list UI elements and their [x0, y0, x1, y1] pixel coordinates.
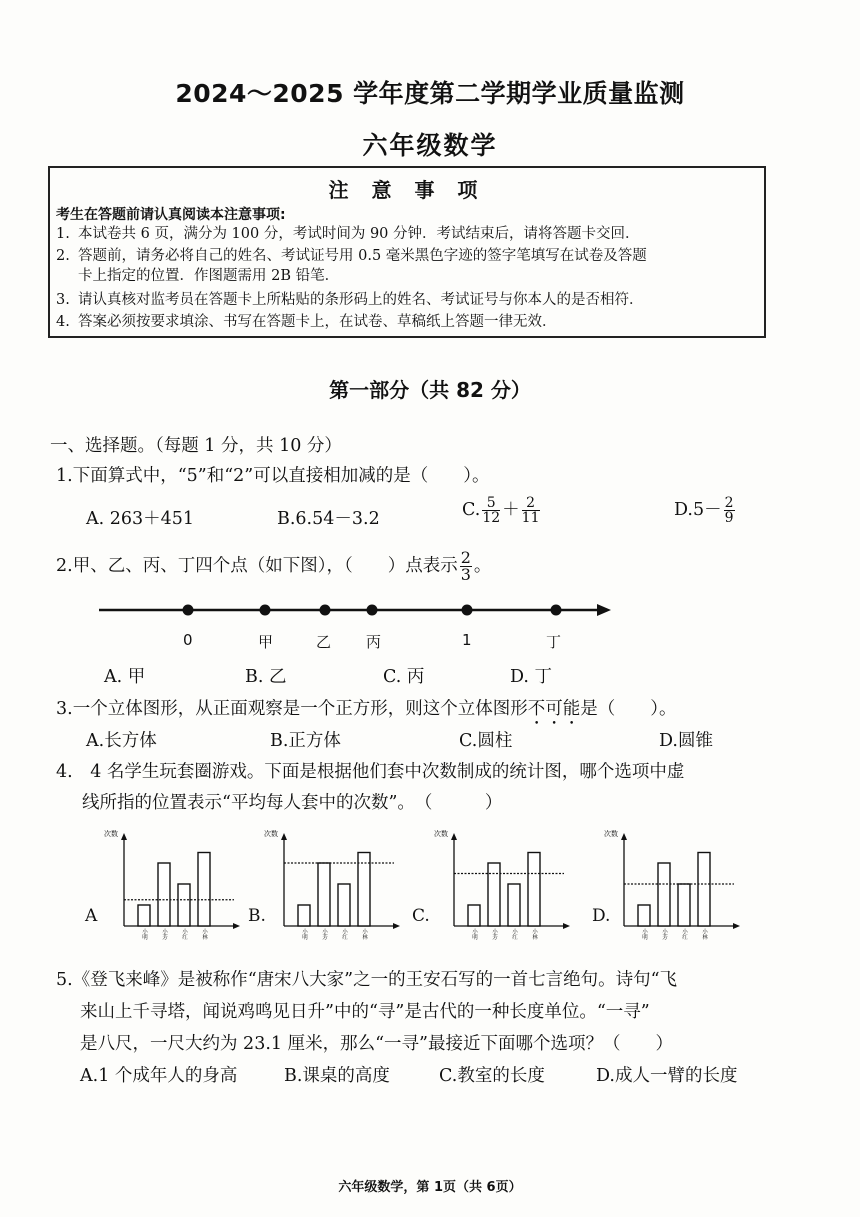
x-tick-label: 小红: [341, 928, 347, 940]
notice-item-1: [56, 224, 761, 244]
x-axis-arrow: [733, 923, 740, 929]
question-2-stem: [56, 550, 491, 583]
notice-item-text: 答案必须按要求填涂、书写在答题卡上，在试卷、草稿纸上答题一律无效．: [78, 314, 557, 330]
notice-item-text: 本试卷共 6 页，满分为 100 分，考试时间为 90 分钟．考试结束后，请将答题卡交回．: [78, 226, 640, 242]
bar-chart-d: [604, 828, 742, 946]
number-line: [95, 598, 615, 622]
q3-option-c: C.圆柱: [459, 731, 513, 751]
q2-option-c: C. 丙: [383, 667, 425, 687]
x-tick-label: 小林: [361, 928, 367, 940]
y-axis-label: 次数: [434, 830, 448, 838]
bar: [658, 863, 670, 926]
notice-item-number: 1.: [56, 226, 70, 242]
y-axis-arrow: [451, 833, 457, 840]
point-yi: [320, 605, 331, 616]
fraction-numerator: 2: [724, 495, 734, 511]
x-axis-arrow: [393, 923, 400, 929]
bar: [678, 884, 690, 926]
bar-chart-c: [434, 828, 572, 946]
number-line-label-1: 1: [462, 631, 472, 649]
number-line-label-ding: 丁: [546, 633, 562, 651]
x-tick-label: 小明: [641, 928, 647, 940]
notice-heading: 注 意 事 项: [328, 178, 486, 202]
notice-item-text: 答题前，请务必将自己的姓名、考试证号用 0.5 毫米黑色字迹的签字笔填写在试卷及答题: [78, 248, 647, 264]
fraction: [724, 496, 735, 525]
q5-option-c: C.教室的长度: [439, 1066, 545, 1086]
q1-option-a: A. 263＋451: [86, 509, 195, 529]
bar: [638, 905, 650, 926]
x-axis-arrow: [563, 923, 570, 929]
part-title: 第一部分（共 82 分）: [329, 378, 531, 402]
section-heading: 一、选择题。（每题 1 分，共 10 分）: [50, 436, 342, 456]
bar-chart-b: [264, 828, 402, 946]
question-5-line-2: 来山上千寻塔，闻说鸡鸣见日升”中的“寻”是古代的一种长度单位。“一寻”: [80, 1002, 650, 1022]
x-tick-label: 小林: [701, 928, 707, 940]
arrow-head-icon: [597, 604, 611, 616]
fraction-denominator: 9: [724, 510, 734, 526]
bar: [488, 863, 500, 926]
q3-option-a: A.长方体: [86, 731, 157, 751]
fraction-numerator: 2: [522, 496, 540, 511]
y-axis-label: 次数: [104, 830, 118, 838]
bar: [468, 905, 480, 926]
y-axis-label: 次数: [264, 830, 278, 838]
bar: [698, 853, 710, 927]
fraction-denominator: 3: [460, 565, 471, 584]
exam-subtitle: 六年级数学: [362, 131, 498, 160]
question-1-stem: 1.下面算式中，“5”和“2”可以直接相加减的是（ ）。: [56, 466, 490, 486]
fraction: [482, 496, 500, 525]
point-ding: [551, 605, 562, 616]
bar: [158, 863, 170, 926]
x-axis-arrow: [233, 923, 240, 929]
x-tick-label: 小红: [181, 928, 187, 940]
y-axis-arrow: [621, 833, 627, 840]
fraction: [522, 496, 540, 525]
bar: [528, 853, 540, 927]
bar: [508, 884, 520, 926]
point-bing: [367, 605, 378, 616]
stem-text: 。: [473, 556, 492, 576]
q5-option-a: A.1 个成年人的身高: [80, 1066, 238, 1086]
point-jia: [260, 605, 271, 616]
question-3-stem: [56, 695, 676, 729]
notice-intro: 考生在答题前请认真阅读本注意事项:: [56, 207, 286, 223]
q3-option-b: B.正方体: [270, 731, 341, 751]
notice-item-text: 请认真核对监考员在答题卡上所粘贴的条形码上的姓名、考试证号与你本人的是否相符．: [78, 292, 644, 308]
operator: ＋: [502, 500, 520, 520]
chart-option-d-letter: D.: [592, 906, 611, 926]
notice-item-number: 2.: [56, 248, 70, 264]
number-line-label-yi: 乙: [316, 633, 332, 651]
option-prefix: C.: [462, 500, 481, 520]
x-tick-label: 小红: [681, 928, 687, 940]
q2-option-b: B. 乙: [245, 667, 287, 687]
x-tick-label: 小明: [301, 928, 307, 940]
bar-chart-a: [104, 828, 242, 946]
notice-box: [48, 166, 766, 338]
bar: [318, 863, 330, 926]
bar: [198, 853, 210, 927]
stem-text: 3.一个立体图形，从正面观察是一个正方形，则这个立体图形: [56, 699, 528, 719]
question-4-line-2: 线所指的位置表示“平均每人套中的次数”。 （ ）: [82, 793, 503, 813]
number-line-label-0: 0: [183, 631, 193, 649]
chart-option-c-letter: C.: [412, 906, 430, 926]
bar: [338, 884, 350, 926]
q1-option-c: [462, 496, 542, 525]
bar: [298, 905, 310, 926]
notice-item-text-cont: 卡上指定的位置．作图题需用 2B 铅笔．: [78, 268, 340, 284]
option-prefix: D.5－: [674, 500, 722, 520]
bar: [138, 905, 150, 926]
chart-option-a-letter: A: [85, 906, 98, 926]
emphasized-text: 不可能: [527, 699, 581, 719]
notice-item-number: 4.: [56, 314, 70, 330]
y-axis-arrow: [281, 833, 287, 840]
fraction-numerator: 5: [482, 496, 500, 511]
x-tick-label: 小芳: [661, 928, 667, 940]
notice-item-4: [56, 312, 761, 332]
x-tick-label: 小林: [531, 928, 537, 940]
page-footer: 六年级数学，第 1页（共 6页）: [338, 1180, 522, 1195]
number-line-label-jia: 甲: [258, 633, 274, 651]
question-4-line-1: 4. 4 名学生玩套圈游戏。下面是根据他们套中次数制成的统计图，哪个选项中虚: [56, 762, 685, 782]
fraction-denominator: 11: [521, 510, 540, 526]
x-tick-label: 小红: [511, 928, 517, 940]
notice-item-3: [56, 290, 761, 310]
q2-option-d: D. 丁: [510, 667, 553, 687]
x-tick-label: 小芳: [161, 928, 167, 940]
stem-text: 是（ ）。: [580, 699, 677, 719]
x-tick-label: 小明: [471, 928, 477, 940]
number-line-label-bing: 丙: [366, 633, 382, 651]
question-5-line-1: 5.《登飞来峰》是被称作“唐宋八大家”之一的王安石写的一首七言绝句。诗句“飞: [56, 970, 678, 990]
stem-text: 2.甲、乙、丙、丁四个点（如下图），（ ）点表示: [56, 556, 458, 576]
q1-option-d: [674, 496, 737, 525]
point-zero: [183, 605, 194, 616]
x-tick-label: 小明: [141, 928, 147, 940]
chart-option-b-letter: B.: [248, 906, 266, 926]
x-tick-label: 小林: [201, 928, 207, 940]
y-axis-arrow: [121, 833, 127, 840]
x-tick-label: 小芳: [321, 928, 327, 940]
q2-option-a: A. 甲: [104, 667, 146, 687]
fraction-numerator: 2: [460, 548, 471, 567]
question-5-line-3: 是八尺，一尺大约为 23.1 厘米，那么“一寻”最接近下面哪个选项？（ ）: [80, 1034, 673, 1054]
fraction-denominator: 12: [482, 510, 501, 526]
q5-option-b: B.课桌的高度: [284, 1066, 390, 1086]
fraction: [460, 550, 472, 583]
exam-title: 2024～2025 学年度第二学期学业质量监测: [175, 79, 685, 108]
point-one: [462, 605, 473, 616]
notice-item-number: 3.: [56, 292, 70, 308]
q5-option-d: D.成人一臂的长度: [596, 1066, 738, 1086]
q3-option-d: D.圆锥: [659, 731, 713, 751]
q1-option-b: B.6.54－3.2: [277, 509, 380, 529]
y-axis-label: 次数: [604, 830, 618, 838]
bar: [178, 884, 190, 926]
x-tick-label: 小芳: [491, 928, 497, 940]
notice-item-2: [56, 246, 761, 286]
